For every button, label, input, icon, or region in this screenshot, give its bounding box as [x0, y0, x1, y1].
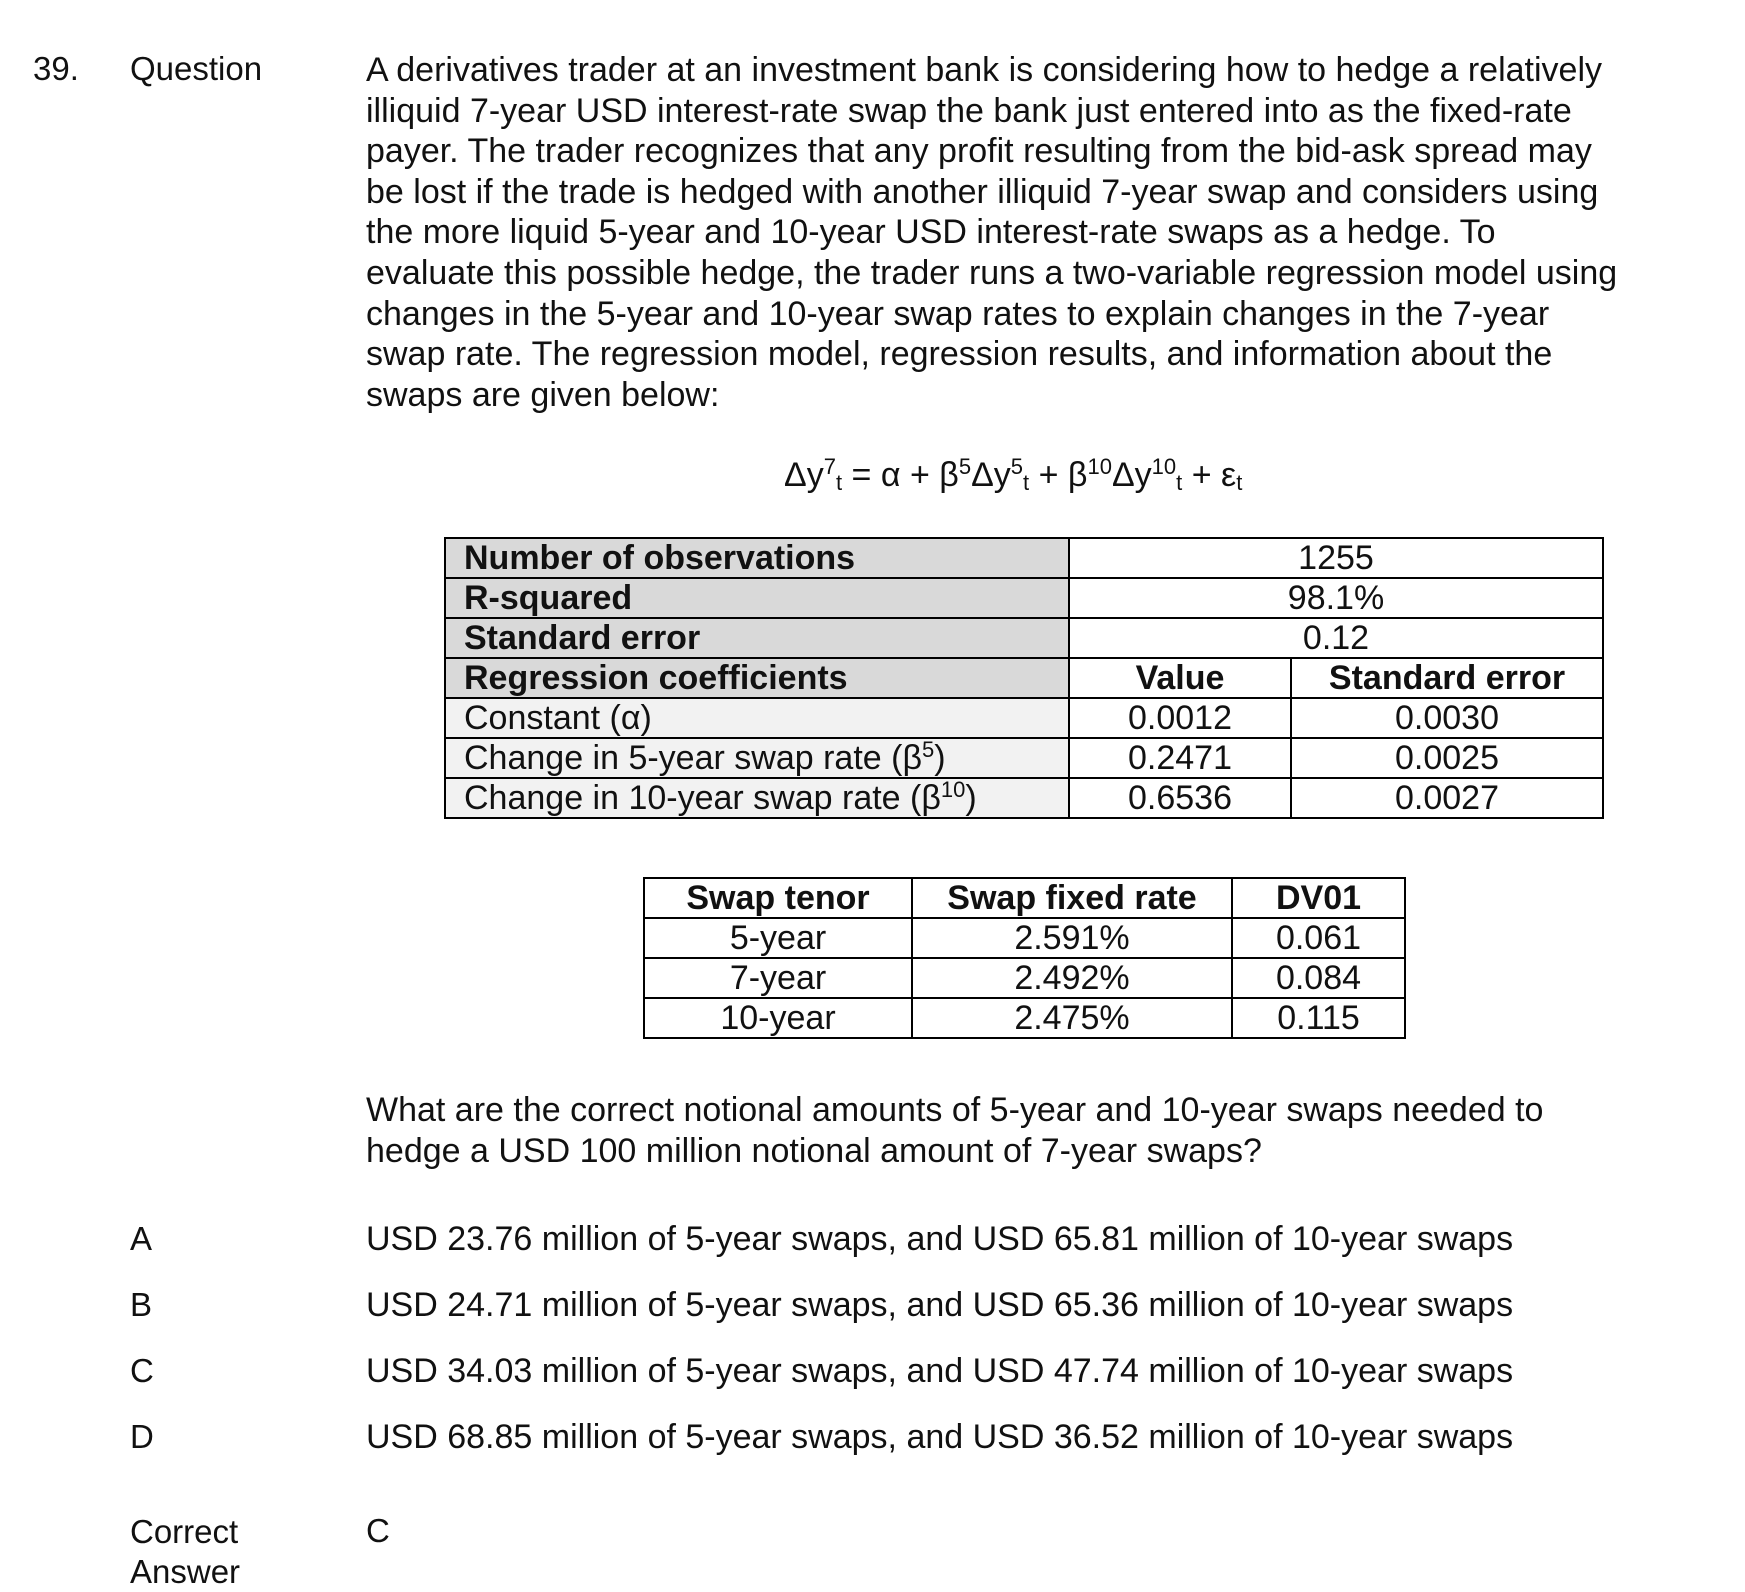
table-cell: 0.061: [1232, 918, 1405, 958]
option-a-letter: A: [130, 1220, 153, 1257]
regression-equation: $\Delta y^7_t = \alpha + \beta^5\Delta y^5_t + \beta^{10}\Delta y^{10}_t + \varepsilon_t$: [784, 454, 1243, 495]
stem-line: be lost if the trade is hedged with another illiquid 7-year swap and considers using: [366, 172, 1599, 211]
stem-line: swap rate. The regression model, regression results, and information about the: [366, 335, 1553, 374]
coef-se: 0.0027: [1291, 778, 1603, 818]
stem-line: evaluate this possible hedge, the trader runs a two-variable regression model using: [366, 253, 1618, 292]
question-prompt: [366, 1090, 1686, 1171]
header-cell: DV01: [1232, 878, 1405, 918]
summary-value: 0.12: [1069, 618, 1603, 658]
coef-label: Change in 10-year swap rate $(\beta^{10})$: [445, 778, 1069, 818]
correct-answer-label: Correct Answer: [130, 1513, 241, 1590]
regression-results-table: [444, 537, 1604, 819]
table-row: [445, 538, 1603, 578]
table-cell: 2.591%: [912, 918, 1232, 958]
header-cell: Swap tenor: [644, 878, 912, 918]
table-row: [445, 658, 1603, 698]
stem-line: the more liquid 5-year and 10-year USD interest-rate swaps as a hedge. To: [366, 213, 1496, 252]
stem-line: swaps are given below:: [366, 375, 720, 414]
summary-label: Standard error: [445, 618, 1069, 658]
option-d-letter: D: [130, 1418, 154, 1455]
summary-label: Number of observations: [445, 538, 1069, 578]
question-number: 39.: [33, 50, 79, 87]
prompt-line: hedge a USD 100 million notional amount of 7-year swaps?: [366, 1131, 1262, 1170]
table-row: [644, 918, 1405, 958]
coef-header-label: Regression coefficients: [445, 658, 1069, 698]
option-c-letter: C: [130, 1352, 154, 1389]
table-cell: 5-year: [644, 918, 912, 958]
summary-value: 98.1%: [1069, 578, 1603, 618]
coef-se: 0.0025: [1291, 738, 1603, 778]
stem-line: illiquid 7-year USD interest-rate swap the bank just entered into as the fixed-rate: [366, 91, 1572, 130]
table-cell: 10-year: [644, 998, 912, 1038]
table-cell: 0.084: [1232, 958, 1405, 998]
correct-answer-value: C: [366, 1512, 390, 1549]
table-row: [445, 738, 1603, 778]
summary-label: R-squared: [445, 578, 1069, 618]
option-d-text[interactable]: USD 68.85 million of 5-year swaps, and USD 36.52 million of 10-year swaps: [366, 1418, 1514, 1456]
coef-value: 0.2471: [1069, 738, 1291, 778]
option-b-letter: B: [130, 1286, 153, 1323]
table-row: [644, 998, 1405, 1038]
table-row: [445, 698, 1603, 738]
table-header-row: [644, 878, 1405, 918]
option-b-text[interactable]: USD 24.71 million of 5-year swaps, and USD 65.36 million of 10-year swaps: [366, 1286, 1514, 1324]
coef-header-se: Standard error: [1291, 658, 1603, 698]
table-cell: 2.492%: [912, 958, 1232, 998]
coef-label: Change in 5-year swap rate $(\beta^5)$: [445, 738, 1069, 778]
table-cell: 0.115: [1232, 998, 1405, 1038]
table-row: [644, 958, 1405, 998]
option-a-text[interactable]: USD 23.76 million of 5-year swaps, and USD 65.81 million of 10-year swaps: [366, 1220, 1514, 1258]
coef-se: 0.0030: [1291, 698, 1603, 738]
table-cell: 2.475%: [912, 998, 1232, 1038]
option-c-text[interactable]: USD 34.03 million of 5-year swaps, and USD 47.74 million of 10-year swaps: [366, 1352, 1514, 1390]
coef-header-value: Value: [1069, 658, 1291, 698]
coef-value: 0.0012: [1069, 698, 1291, 738]
table-cell: 7-year: [644, 958, 912, 998]
table-row: [445, 778, 1603, 818]
swap-info-table: [643, 877, 1406, 1039]
stem-line: changes in the 5-year and 10-year swap rates to explain changes in the 7-year: [366, 294, 1550, 333]
coef-label: Constant (α): [445, 698, 1069, 738]
header-cell: Swap fixed rate: [912, 878, 1232, 918]
table-row: [445, 578, 1603, 618]
stem-line: A derivatives trader at an investment bank is considering how to hedge a relatively: [366, 51, 1603, 89]
question-label: Question: [130, 50, 263, 87]
prompt-line: What are the correct notional amounts of 5-year and 10-year swaps needed to: [366, 1091, 1544, 1129]
coef-value: 0.6536: [1069, 778, 1291, 818]
summary-value: 1255: [1069, 538, 1603, 578]
stem-line: payer. The trader recognizes that any profit resulting from the bid-ask spread may: [366, 132, 1592, 171]
table-row: [445, 618, 1603, 658]
question-stem: [366, 50, 1706, 415]
